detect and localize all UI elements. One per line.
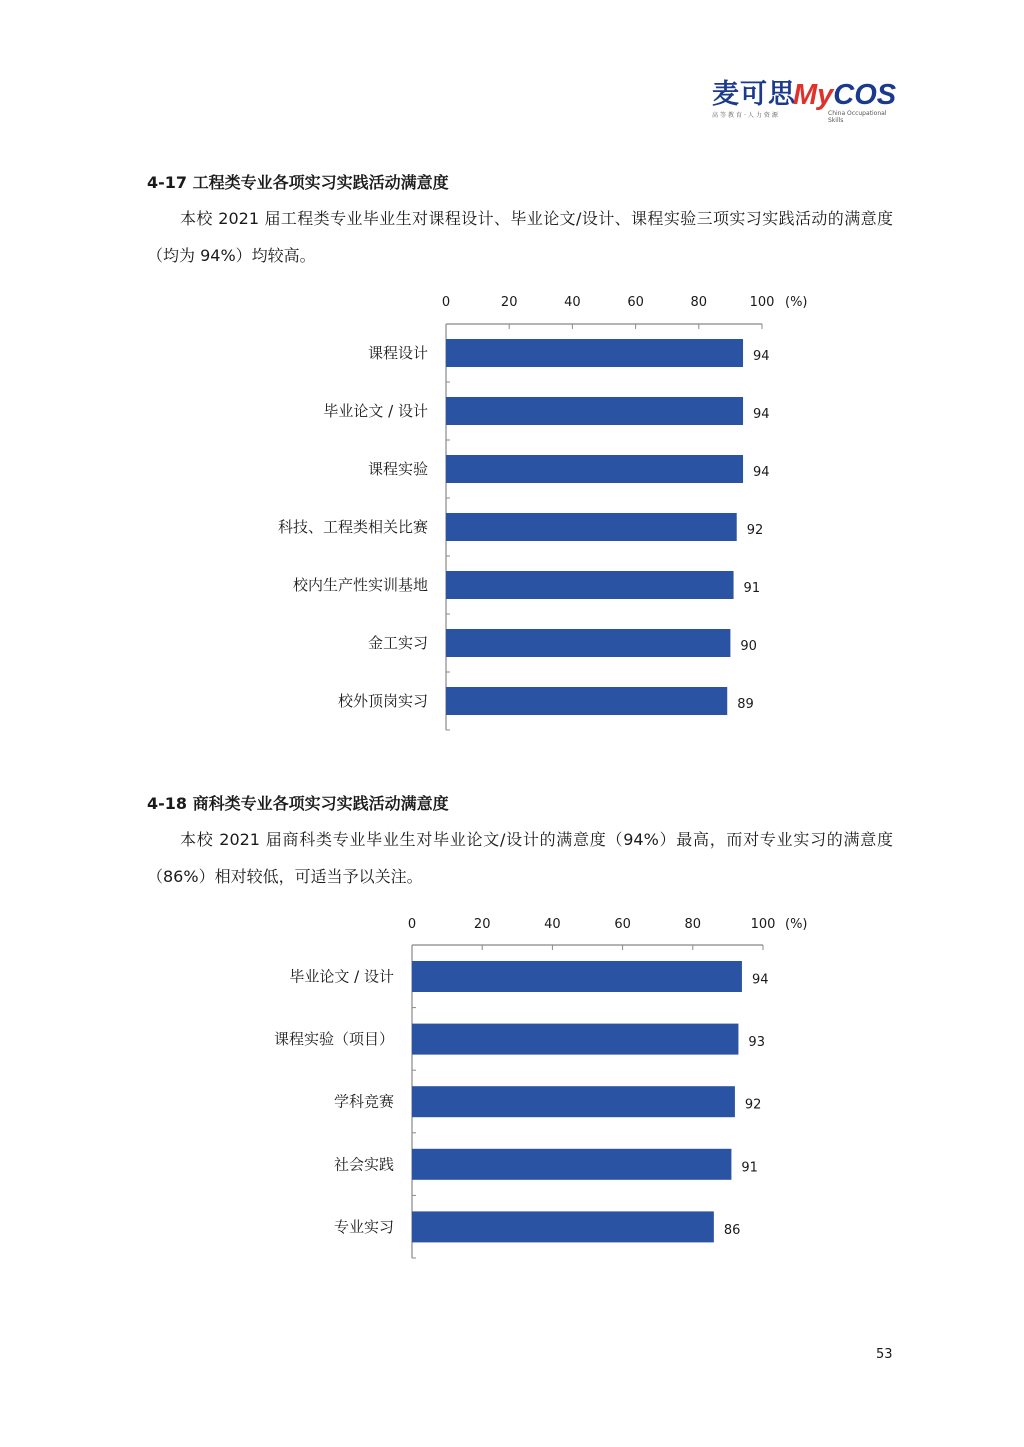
category-label: 课程实验（项目）	[273, 1030, 394, 1049]
data-label: 91	[743, 581, 761, 596]
data-label: 92	[746, 523, 764, 538]
bar	[412, 1149, 731, 1180]
logo-subtitle-en: China Occupational Skills	[828, 110, 887, 124]
x-unit-label: (%)	[785, 295, 808, 310]
data-label: 94	[753, 407, 770, 422]
category-label: 学科竞赛	[333, 1092, 394, 1111]
data-label: 94	[753, 465, 770, 480]
x-tick-label: 20	[500, 295, 518, 310]
category-label: 专业实习	[333, 1217, 394, 1236]
bar	[446, 397, 743, 425]
category-label: 课程实验	[367, 460, 428, 478]
data-label: 91	[741, 1160, 758, 1176]
section-paragraph-4-18: 本校 2021 届商科类专业毕业生对毕业论文/设计的满意度（94%）最高，而对专业实习的满意度（86%）相对较低，可适当予以关注。	[147, 830, 893, 886]
bar	[412, 961, 742, 992]
category-label: 课程设计	[367, 344, 428, 362]
x-unit-label: (%)	[785, 917, 808, 932]
category-label: 毕业论文 / 设计	[323, 402, 428, 420]
logo-subtitle-cn: 高等教育·人力资源	[712, 112, 780, 119]
x-tick-label: 20	[473, 917, 491, 932]
category-label: 金工实习	[367, 634, 428, 652]
bar	[446, 339, 743, 367]
x-tick-label: 0	[407, 917, 417, 932]
bar	[446, 629, 730, 657]
bar	[446, 455, 743, 483]
logo-english-text	[793, 80, 896, 110]
x-tick-label: 40	[564, 295, 581, 310]
category-label: 毕业论文 / 设计	[289, 967, 394, 986]
data-label: 86	[723, 1222, 741, 1238]
data-label: 90	[740, 639, 757, 654]
logo-my: My	[793, 79, 834, 111]
bar	[412, 1211, 714, 1242]
section-heading-4-17: 4-17 工程类专业各项实习实践活动满意度	[147, 173, 449, 192]
category-label: 校内生产性实训基地	[292, 576, 428, 594]
category-label: 校外顶岗实习	[337, 692, 428, 710]
category-label: 科技、工程类相关比赛	[277, 518, 428, 536]
x-tick-label: 80	[690, 295, 708, 310]
bar	[412, 1024, 738, 1055]
x-tick-label: 0	[441, 295, 451, 310]
data-label: 89	[737, 697, 754, 712]
logo-cos: COS	[833, 79, 897, 111]
x-tick-label: 40	[544, 917, 561, 932]
bar	[446, 571, 734, 599]
category-label: 社会实践	[333, 1155, 394, 1174]
bar	[446, 687, 727, 715]
section-heading-4-18: 4-18 商科类专业各项实习实践活动满意度	[147, 794, 449, 813]
data-label: 94	[753, 349, 770, 364]
mycos-logo	[712, 79, 897, 124]
x-tick-label: 60	[614, 917, 631, 932]
data-label: 94	[751, 972, 769, 988]
data-label: 92	[744, 1097, 762, 1113]
x-tick-label: 80	[684, 917, 702, 932]
section-paragraph-4-17: 本校 2021 届工程类专业毕业生对课程设计、毕业论文/设计、课程实验三项实习实践活动的满意度（均为 94%）均较高。	[147, 209, 893, 265]
bar	[446, 513, 737, 541]
page-number: 53	[876, 1347, 893, 1362]
logo-chinese-text: 麦可思	[712, 79, 796, 110]
bar	[412, 1086, 735, 1117]
x-tick-label: 100	[750, 917, 776, 932]
data-label: 93	[748, 1035, 765, 1051]
x-tick-label: 100	[749, 295, 775, 310]
x-tick-label: 60	[627, 295, 644, 310]
